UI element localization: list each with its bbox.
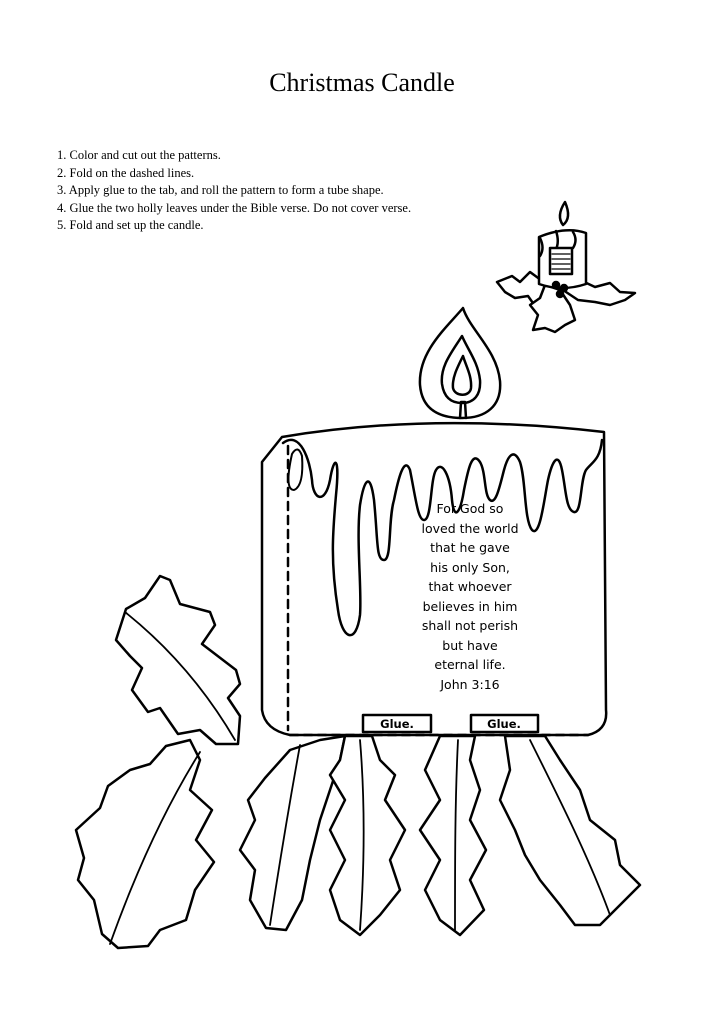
small-candle-label-icon <box>550 248 572 274</box>
glue-label: Glue. <box>380 717 414 731</box>
verse-line: loved the world <box>421 521 519 536</box>
candle-flame-icon <box>420 308 500 418</box>
small-flame-icon <box>560 202 568 225</box>
holly-leaf-panel-4-icon <box>500 736 640 925</box>
verse-line: but have <box>442 638 498 653</box>
verse-line: shall not perish <box>421 618 519 633</box>
holly-leaf-lower-left-icon <box>76 740 214 948</box>
glue-label: Glue. <box>487 717 521 731</box>
holly-leaf-panel-3-icon <box>420 736 486 935</box>
verse-line: For God so <box>436 501 504 516</box>
holly-leaf-panel-2-icon <box>330 736 405 935</box>
verse-line: eternal life. <box>434 657 506 672</box>
verse-line: that he gave <box>430 540 510 555</box>
small-candle-illustration <box>497 202 635 332</box>
verse-reference: John 3:16 <box>440 677 500 692</box>
instruction-step: 4. Glue the two holly leaves under the Bible verse. Do not cover verse. <box>57 200 412 215</box>
verse-line: his only Son, <box>430 560 510 575</box>
instruction-step: 1. Color and cut out the patterns. <box>57 148 221 162</box>
page-title: Christmas Candle <box>269 68 455 97</box>
instruction-step: 5. Fold and set up the candle. <box>57 218 204 232</box>
instruction-step: 2. Fold on the dashed lines. <box>57 165 195 180</box>
verse-line: that whoever <box>428 579 512 594</box>
verse-line: believes in him <box>422 599 518 614</box>
holly-leaf-panel-1-icon <box>240 736 345 930</box>
instruction-step: 3. Apply glue to the tab, and roll the pattern to form a tube shape. <box>57 183 384 197</box>
